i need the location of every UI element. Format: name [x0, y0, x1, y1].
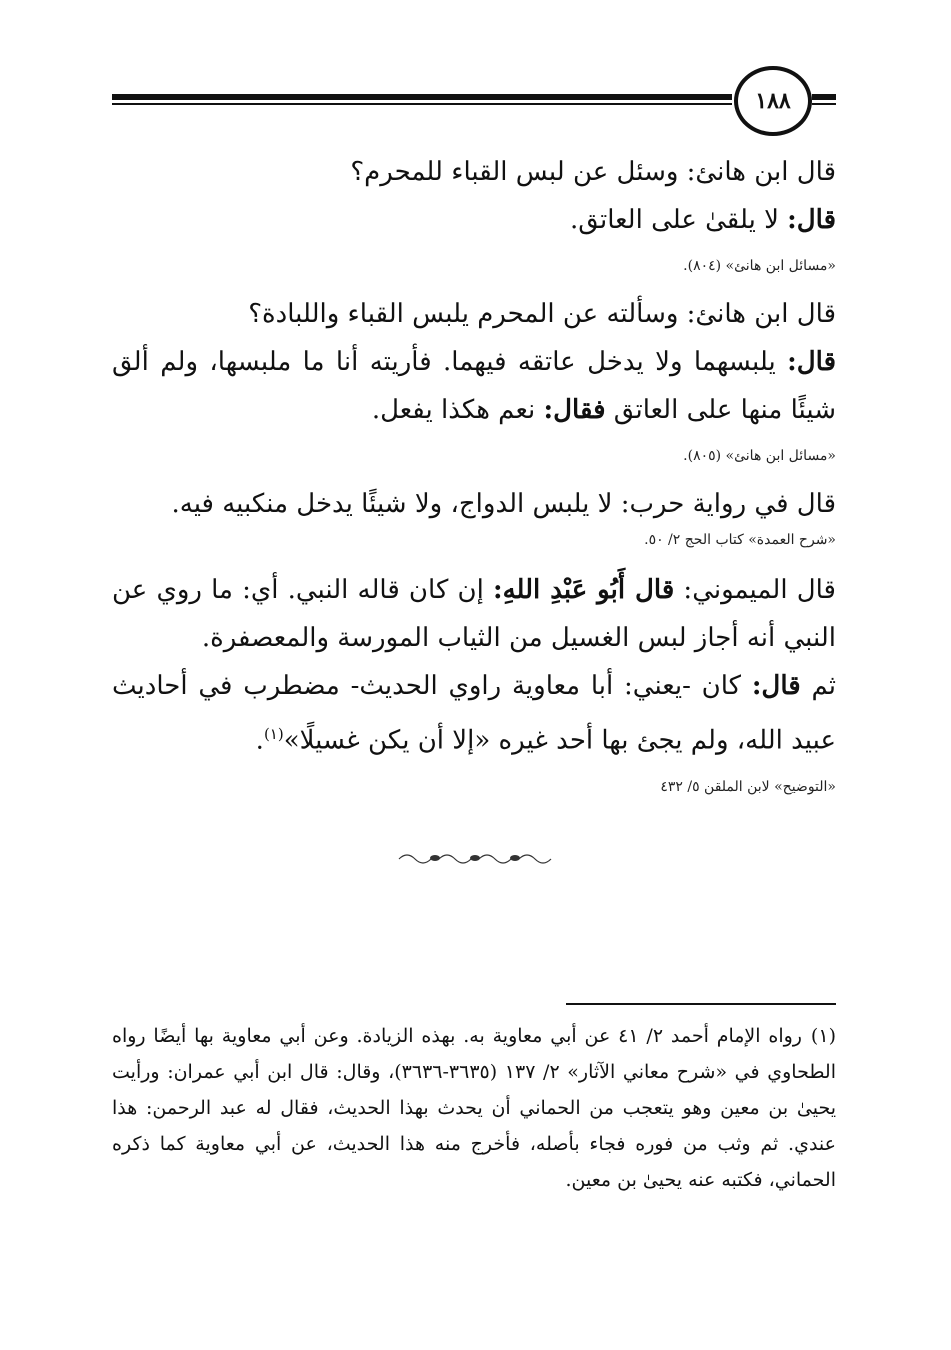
- main-text: [112, 148, 836, 811]
- paragraph-6: [112, 566, 836, 662]
- paragraph-2: [112, 196, 836, 244]
- speaker-label: قال:: [787, 205, 836, 235]
- paragraph-intro: قال الميموني:: [674, 575, 836, 605]
- ornament-leaf: [470, 855, 480, 861]
- paragraph-text: إن كان قاله النبي. أي: ما روي عن النبي أنه أجاز لبس الغسيل من الثياب المورسة والمعصفرة.: [112, 575, 836, 653]
- footnote-separator: [566, 1003, 836, 1005]
- paragraph-end: .: [255, 725, 264, 756]
- source-citation-3: «شرح العمدة» كتاب الحج ٢/ ٥٠.: [644, 532, 836, 548]
- paragraph-text: لا يلقىٰ على العاتق.: [570, 205, 788, 235]
- page-number: ١٨٨: [755, 88, 791, 114]
- paragraph-text: كان -يعني: أبا معاوية راوي الحديث- مضطرب في أحاديث عبيد الله، ولم يجئ بها أحد غيره «إلا أن يكن غسيلًا»: [112, 671, 836, 756]
- paragraph-intro: ثم: [800, 671, 836, 701]
- paragraph-4: [112, 338, 836, 434]
- ornament-swirl: [399, 855, 431, 863]
- footnote: [112, 1018, 836, 1198]
- speaker-label: قال أَبُو عَبْدِ اللهِ:: [492, 575, 675, 605]
- footnote-reference[interactable]: (١): [263, 725, 284, 743]
- source-citation-2: «مسائل ابن هانئ» (٨٠٥).: [683, 448, 836, 464]
- footnote-text: رواه الإمام أحمد ٢/ ٤١ عن أبي معاوية به. بهذه الزيادة. وعن أبي معاوية بها أيضًا رواه الطحاوي في «شرح معاني الآثار» ٢/ ١٣٧ (٣٦٣٥-٣٦٣٦)، وقال: قال ابن أبي عمران: ورأيت يحيىٰ بن معين وهو يتعجب من الحماني أن يحدث بهذا الحديث، فقال له عبد الرحمن: هذا عندي. ثم وثب من فوره فجاء بأصله، فأخرج منه هذا الحديث، عن أبي معاوية كما ذكره الحماني، فكتبه عنه يحيىٰ بن معين.: [112, 1025, 836, 1191]
- ornament-swirl: [439, 855, 471, 863]
- paragraph-3: قال ابن هانئ: وسألته عن المحرم يلبس القباء واللبادة؟: [248, 299, 836, 329]
- speaker-label: قال:: [751, 671, 801, 701]
- speaker-label-2: فقال:: [543, 395, 606, 425]
- header-rule-thin: [112, 103, 732, 105]
- ornament-swirl: [479, 855, 511, 863]
- ornament-leaf: [510, 855, 520, 861]
- header-tail-thick: [812, 94, 836, 100]
- paragraph-text: يلبسهما ولا يدخل عاتقه فيهما. فأريته أنا ما ملبسها، ولم ألق شيئًا منها على العاتق: [112, 347, 836, 425]
- paragraph-text-2: نعم هكذا يفعل.: [371, 395, 544, 425]
- header-rule-tail: [812, 94, 836, 105]
- header-rule: [112, 94, 732, 108]
- speaker-label: قال:: [787, 347, 836, 377]
- header-rule-thick: [112, 94, 732, 100]
- footnote-number: (١): [810, 1025, 836, 1047]
- floral-divider-icon: [395, 850, 555, 866]
- paragraph-7: [112, 662, 836, 765]
- source-citation-4: «التوضيح» لابن الملقن ٥/ ٤٣٢: [660, 778, 836, 795]
- paragraph-1: قال ابن هانئ: وسئل عن لبس القباء للمحرم؟: [350, 157, 836, 187]
- paragraph-5: قال في رواية حرب: لا يلبس الدواج، ولا شيئًا يدخل منكبيه فيه.: [171, 489, 836, 519]
- ornament-leaf: [430, 855, 440, 861]
- header-tail-thin: [812, 103, 836, 105]
- ornament-swirl: [519, 855, 551, 863]
- page-number-badge: [734, 66, 812, 136]
- source-citation-1: «مسائل ابن هانئ» (٨٠٤).: [683, 258, 836, 274]
